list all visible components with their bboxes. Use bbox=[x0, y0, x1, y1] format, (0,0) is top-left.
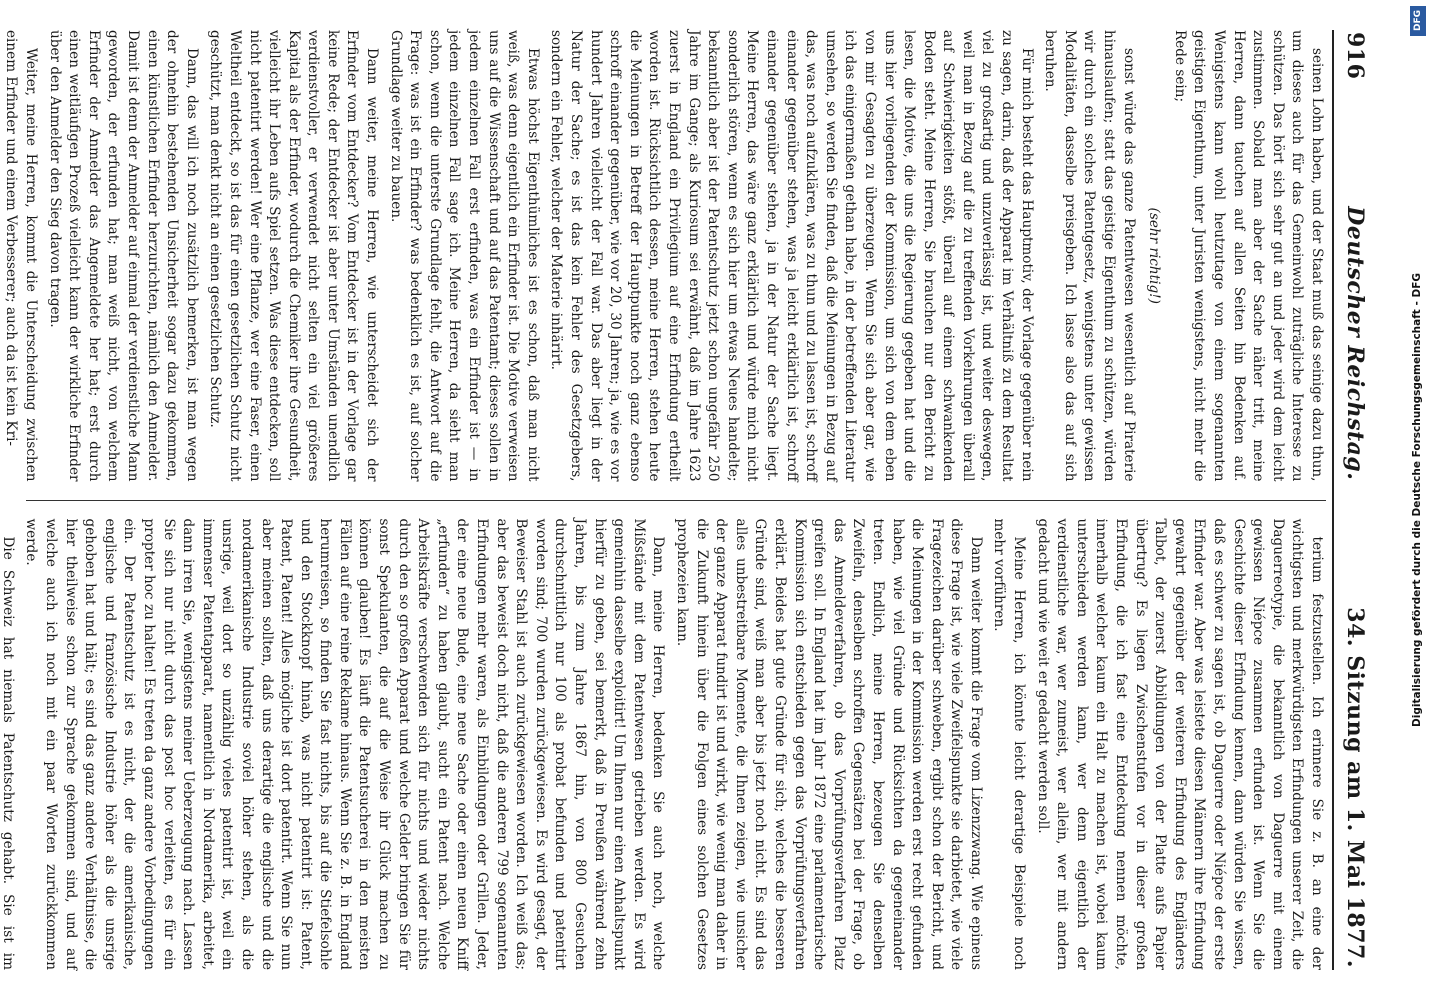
right-column bbox=[0, 518, 1326, 971]
paragraph: sonst würde das ganze Patentwesen wesentlich auf Piraterie hinauslaufen; statt das geistige Eigenthum zu schützen, würden wir durch ein solches Patentgesetz, wenigstens unter gewissen Modalitäten, dasselbe preisgeben. Ich lasse also das auf sich beruhen. bbox=[1042, 30, 1137, 482]
paragraph: Dann, meine Herren, bedenken Sie auch noch, welche Mißstände mit dem Patentwesen getrieben werden. Es wird gemeinhin dasselbe exploitirt! Um Ihnen nur einen Anhaltspunkt hierfür zu geben, sei bemerkt, daß in Preußen während zehn Jahren, bis zum Jahre 1867 hin, von 800 Gesuchen durchschnittlich nur 100 als probat befunden und patentirt worden sind; 700 wurden zurückgewiesen. Es wird gesagt, der Beweiser Stahl ist auch zurückgewiesen worden. Ich weiß das; aber das beweist doch nicht, daß die anderen 799 sogenannten Erfindungen mehr waren, als Einbildungen oder Grillen. Jeder, der eine neue Bude, eine neue Sache oder einen neuen Kniff „erfunden“ zu haben glaubt, sucht ein Patent nach. Welche Arbeitskräfte verschwenden sich für nichts und wieder nichts durch den so großen Apparat und welche Gelder bringen Sie für sonst Spekulanten, die auf die Weise ihr Glück machen zu können glauben! Es läuft die Patentsucherei in den meisten Fällen auf eine reine Reklame hinaus. Wenn Sie z. B. in England herumreisen, so finden Sie fast nichts, bis auf die Stiefelsohle und den Stockknopf hinab, was nicht patentirt ist: Patent, Patent, Patent! Alles mögliche ist dort patentirt. Wenn Sie nun aber meinen sollten, daß uns derartige die englische und die nordamerikanische Industrie soviel höher stehen, als die unsrige, weil dort so unzählig vieles patentirt ist, weil ein immenser Patentapparat, namentlich in Nordamerika, arbeitet, dann irren Sie, wenigstens meiner Ueberzeugung nach. Lassen Sie sich nur nicht durch das post hoc verleiten, es für ein propter hoc zu halten! Es treten da ganz andere Vorbedingungen ein. Der Patentschutz ist es nicht, der die amerikanische, englische und französische Industrie höher als die unsrige gehoben hat und hält; es sind das ganz andere Verhältnisse, die hier theilweise schon zur Sprache gekommen sind, und auf welche auch ich noch mit ein paar Worten zurückkommen werde. bbox=[23, 518, 667, 970]
paragraph: Dann weiter kommt die Frage vom Lizenzzwang. Wie epineus diese Frage ist, wie viele Zweifelspunkte sie darbietet, wie viele Fragezeichen darüber schweben, ergibt schon der Bericht, und die Meinungen in der Kommission werden erst recht gefunden haben, wie viel Gründe und Rücksichten da gegeneinander treten. Endlich, meine Herren, bezeugen Sie denselben Zweifeln, denselben schroffen Gegensätzen bei der Frage, ob das Anmeldeverfahren, ob das Vorprüfungsverfahren Platz greifen soll. In England hat im Jahr 1872 eine parlamentarische Kommission sich entschieden gegen das Vorprüfungsverfahren erklärt. Beides hat gute Gründe für sich; welches die besseren Gründe sind, weiß man aber bis jetzt noch nicht. Es sind das alles unbestreitbare Momente, die Ihnen zeigen, wie unsicher der ganze Apparat fundirt ist und wirkt, wie wenig man daher in die Zukunft hinein über die Folgen eines solchen Gesetzes prophezeien kann. bbox=[674, 518, 984, 970]
header-rule bbox=[1332, 30, 1334, 970]
paragraph: terium festzustellen. Ich erinnere Sie z. B. an eine der wichtigsten und merkwürdigsten Erfindungen unserer Zeit, die Daguerreotypie, die bekanntlich von Daguerre mit einem gewissen Niépce zusammen erfunden ist. Wenn Sie die Geschichte dieser Erfindung kennen, dann würden Sie wissen, daß es schwer zu sagen ist, ob Daguerre oder Niépce der erste Erfinder war. Aber was leistete diesen Männern ihre Erfindung gewahrt gegenüber der weiteren Erfindung des Engländers Talbot, der zuerst Abbildungen von der Platte aufs Papier übertrug? Es liegen Zwischenstufen vor in dieser großen Erfindung, die ich fast eine Entdeckung nennen möchte, innerhalb welcher kaum ein Halt zu machen ist, wobei kaum unterschieden werden kann, wer denn eigentlich der verdienstliche war, wer zumeist, wer allein, wer mit andern gedacht und wie weit er gedacht werden soll. bbox=[1034, 518, 1325, 970]
paragraph: Etwas höchst Eigenthümliches ist es schon, daß man nicht weiß, was denn eigentlich ein Erfinder ist. Die Motive verweisen uns auf die Wissenschaft und auf das Patentamt; dieses sollen in jedem einzelnen Fall erst erfinden, was ein Erfinder ist — in jedem einzelnen Fall sage ich. Meine Herren, da sieht man schon, wenn die unterste Grundlage fehlt, die Antwort auf die Frage: was ist ein Erfinder? was bedenklich es ist, auf solcher Grundlage weiter zu bauen. bbox=[387, 30, 541, 482]
paragraph: seinen Lohn haben, und der Staat muß das seinige dazu thun, um dieses auch für das Gemeinwohl zuträgliche Interesse zu schützen. Das hört sich sehr gut an und jeder wird dem leicht zustimmen. Sobald man aber der Sache näher tritt, meine Herren, dann tauchen auf allen Seiten hin Bedenken auf. Wenigstens kann wohl heutzutage von einem sogenannten geistigen Eigenthum, unter Juristen wenigstens, nicht mehr die Rede sein; bbox=[1171, 30, 1325, 482]
credit-text: Digitalisierung gefördert durch die Deutsche Forschungsgemeinschaft - DFG bbox=[1411, 273, 1423, 727]
page-number: 916 bbox=[1342, 32, 1368, 80]
text-columns bbox=[0, 30, 1326, 970]
page-header bbox=[1338, 32, 1372, 968]
paragraph: Dann, das will ich noch zusätzlich bemerken, ist man wegen der ohnehin bestehenden Unsicherheit sogar dazu gekommen, einen künstlichen Erfinder herzurichten, nämlich den Anmelder. Damit ist denn der Anmelder auf einmal der verdienstliche Mann geworden, der erfunden hat; man weiß nicht, von welchem Erfinder der Anmelder das Angemeldete her hat; erst durch einen weitläufigen Prozeß vielleicht kann der wirkliche Erfinder über den Anmelder den Sieg davon tragen. bbox=[46, 30, 200, 482]
paragraph: Dann weiter, meine Herren, wie unterscheidet sich der Erfinder vom Entdecker? Vom Entdecker ist in der Vorlage gar keine Rede; der Entdecker ist aber unter Umständen unendlich verdienstvoller, er verwendet nicht selten ein viel größeres Kapital als der Erfinder, wodurch die Chemiker ihre Gesundheit, vielleicht ihr Leben aufs Spiel setzen. Was diese entdecken, soll nicht patentirt werden! Wer eine Pflanze, wer eine Faser, einen Weltheil entdeckt, so ist das für einen gesetzlichen Schutz nicht geschützt, man denkt nicht an einen gesetzlichen Schutz. bbox=[207, 30, 381, 482]
session-title: 34. Sitzung am 1. Mai 1877. bbox=[1342, 607, 1368, 968]
paragraph: Weiter, meine Herren, kommt die Unterscheidung zwischen einem Erfinder und einem Verbesserer; auch da ist kein Kri- bbox=[3, 30, 39, 482]
left-column bbox=[3, 30, 1326, 482]
column-separator bbox=[26, 500, 1326, 501]
paragraph: Für mich besteht das Hauptmotiv, der Vorlage gegenüber nein zu sagen, darin, daß der Apparat im Verhältniß zu dem Resultat viel zu großartig und unzuverlässig ist, und weiter deswegen, weil man in Bezug auf die zu treffenden Vorkehrungen überall auf Schwierigkeiten stößt, überall auf einem schwankenden Boden steht. Meine Herren, Sie brauchen nur den Bericht zu lesen, die Motive, die uns die Regierung gegeben hat und die uns hier vorliegenden der Kommission, um sich von dem eben von mir Gesagten zu überzeugen. Wenn Sie sich aber gar, wie ich das einigermaßen gethan habe, in der betreffenden Literatur umsehen, so werden Sie finden, daß die Meinungen in Bezug auf das, was noch aufzuklären, was zu thun und zu lassen ist, schroff einander gegenüber stehen, was ja leicht erklärlich ist, schroff einander gegenüber stehen, ja in der Natur der Sache liegt. Meine Herren, das wäre ganz erklärlich und würde mich nicht sonderlich stören, wenn es sich hier um etwas Neues handelte; bekanntlich aber ist der Patentschutz jetzt schon ungefähr 250 Jahre im Gange; als Kuriosum sei erwähnt, daß im Jahre 1623 zuerst in England ein Privilegium auf eine Erfindung ertheilt worden ist. Rücksichtlich dessen, meine Herren, stehen heute die Meinungen in Betreff der Hauptpunkte noch ganz ebenso schroff einander gegenüber, wie vor 20, 30 Jahren; ja, wie es vor hundert Jahren vielleicht der Fall war. Das aber liegt in der Natur der Sache; es ist das kein Fehler des Gesetzgebers, sondern ein Fehler, welcher der Materie inhärirt. bbox=[548, 30, 1035, 482]
paragraph: (sehr richtig!) bbox=[1146, 207, 1163, 304]
paragraph: Meine Herren, ich könnte leicht derartige Beispiele noch mehr vorführen. bbox=[991, 518, 1028, 970]
dfg-logo-badge bbox=[1410, 6, 1426, 36]
rotated-document-page bbox=[0, 20, 1380, 980]
digitization-credit bbox=[1406, 0, 1428, 1000]
running-title: Deutscher Reichstag. bbox=[1342, 206, 1368, 481]
paragraph: Die Schweiz hat niemals Patentschutz gehabt. Sie ist im bbox=[0, 536, 16, 970]
dfg-badge-text: DFG bbox=[1413, 10, 1423, 32]
